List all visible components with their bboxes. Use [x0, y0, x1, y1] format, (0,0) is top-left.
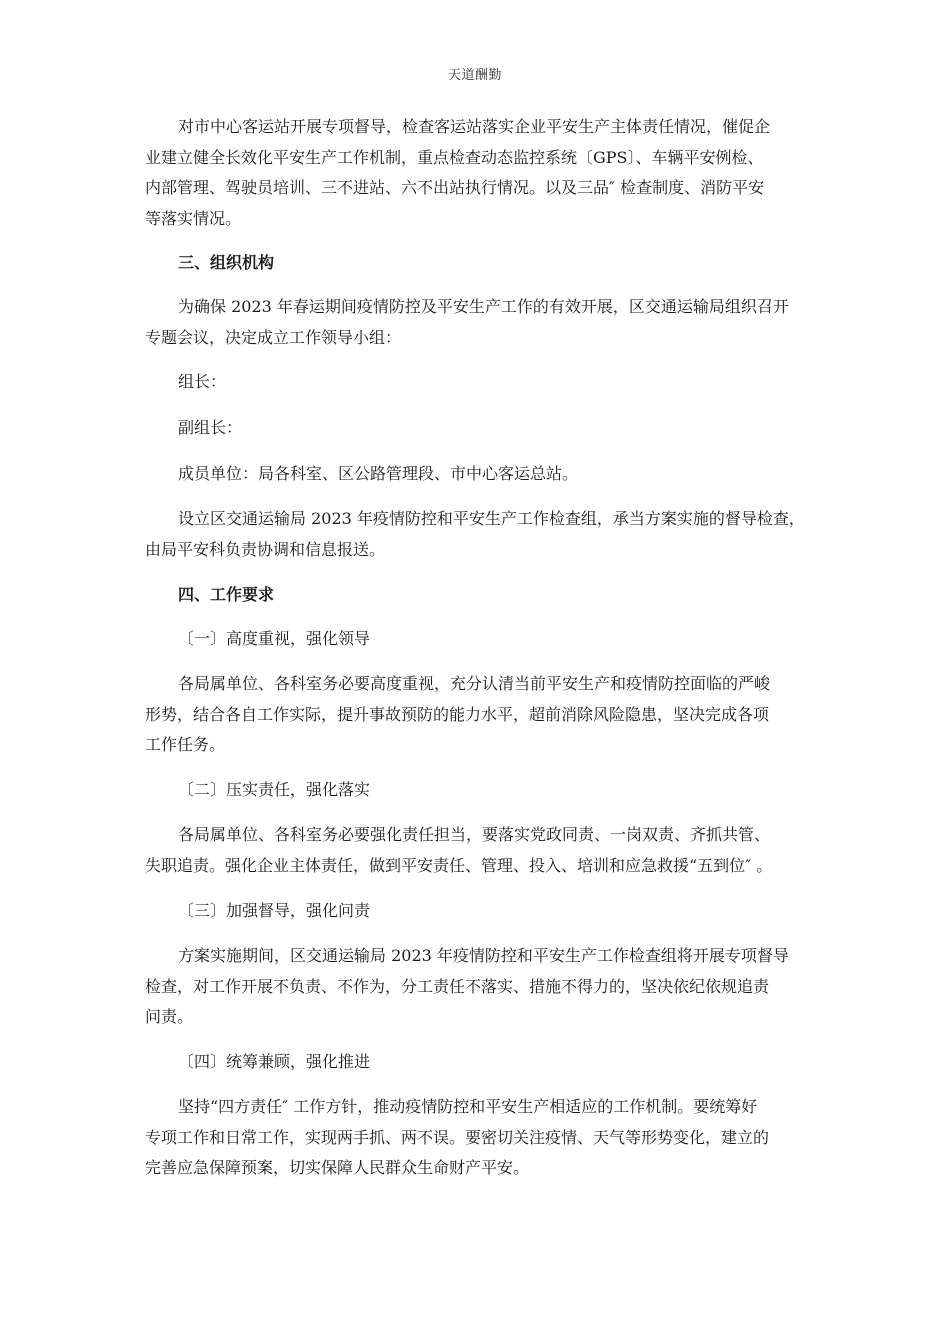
- organization-paragraph: [145, 292, 811, 353]
- subheading-1: 〔一〕高度重视，强化领导: [178, 629, 371, 648]
- subsection-2-paragraph: [145, 820, 811, 881]
- text-line: 问责。: [145, 1007, 194, 1026]
- text-line: 设立区交通运输局 2023 年疫情防控和平安生产工作检查组，承当方案实施的督导检查，: [178, 509, 805, 528]
- subheading-4: 〔四〕统筹兼顾，强化推进: [178, 1052, 371, 1071]
- text-line: 各局属单位、各科室务必要强化责任担当，要落实党政同责、一岗双责、齐抓共管、: [178, 825, 771, 844]
- section-heading-organization: 三、组织机构: [178, 253, 275, 272]
- text-line: 由局平安科负责协调和信息报送。: [145, 539, 386, 559]
- intro-paragraph: [145, 112, 811, 234]
- text-line: 内部管理、驾驶员培训、三不进站、六不出站执行情况。以及三品″ 检查制度、消防平安: [145, 178, 765, 197]
- subheading-3: 〔三〕加强督导，强化问责: [178, 901, 371, 920]
- text-line: 形势，结合各自工作实际，提升事故预防的能力水平，超前消除风险隐患，坚决完成各项: [145, 704, 770, 724]
- text-line: 方案实施期间，区交通运输局 2023 年疫情防控和平安生产工作检查组将开展专项督导: [178, 946, 789, 965]
- inspection-group-paragraph: [145, 504, 811, 565]
- section-heading-requirements: 四、工作要求: [178, 585, 275, 604]
- text-line: 完善应急保障预案，切实保障人民群众生命财产平安。: [145, 1158, 530, 1177]
- text-line: 专题会议，决定成立工作领导小组：: [145, 327, 402, 347]
- subsection-1-paragraph: [145, 669, 811, 761]
- subsection-3-paragraph: [145, 941, 811, 1033]
- text-line: 坚持“四方责任″ 工作方针，推动疫情防控和平安生产相适应的工作机制。要统筹好: [178, 1097, 758, 1116]
- text-line: 工作任务。: [145, 735, 226, 754]
- subsection-4-paragraph: [145, 1092, 811, 1184]
- text-line: 失职追责。强化企业主体责任，做到平安责任、管理、投入、培训和应急救援“五到位″ 。: [145, 855, 773, 875]
- deputy-leader-line: 副组长：: [178, 418, 243, 437]
- text-line: 各局属单位、各科室务必要高度重视，充分认清当前平安生产和疫情防控面临的严峻: [178, 674, 771, 693]
- text-line: 业建立健全长效化平安生产工作机制，重点检查动态监控系统〔GPS〕、车辆平安例检、: [145, 147, 764, 167]
- page-header: 天道酬勤: [447, 68, 502, 83]
- text-line: 专项工作和日常工作，实现两手抓、两不误。要密切关注疫情、天气等形势变化，建立的: [145, 1127, 770, 1147]
- text-line: 检查，对工作开展不负责、不作为，分工责任不落实、措施不得力的，坚决依纪依规追责: [145, 976, 770, 996]
- text-line: 对市中心客运站开展专项督导，检查客运站落实企业平安生产主体责任情况，催促企: [178, 117, 771, 136]
- subheading-2: 〔二〕压实责任，强化落实: [178, 780, 371, 799]
- member-units-line: 成员单位：局各科室、区公路管理段、市中心客运总站。: [178, 464, 579, 483]
- text-line: 为确保 2023 年春运期间疫情防控及平安生产工作的有效开展，区交通运输局组织召开: [178, 297, 789, 316]
- text-line: 等落实情况。: [145, 208, 242, 228]
- leader-line: 组长：: [178, 372, 227, 391]
